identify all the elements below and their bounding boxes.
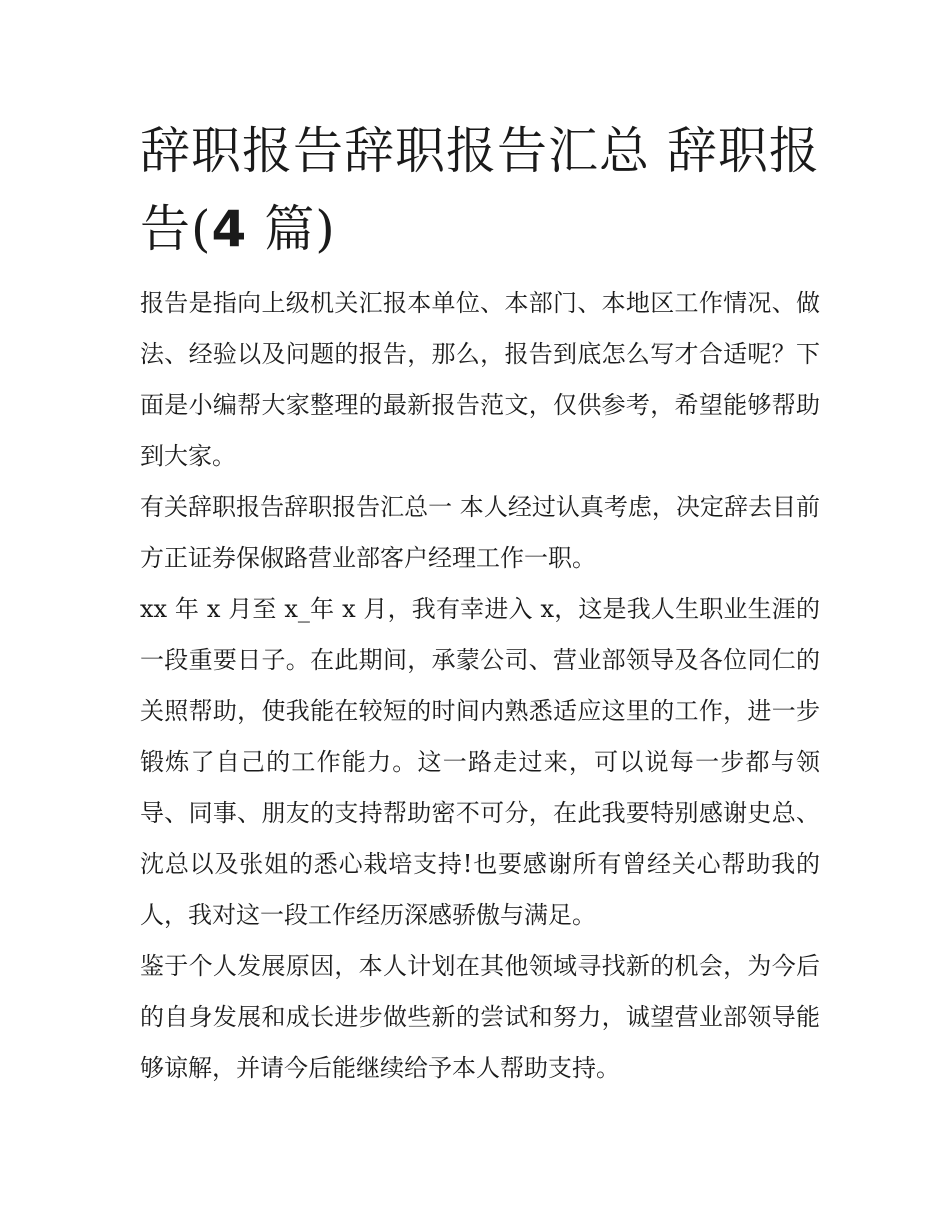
- paragraph-reason: 鉴于个人发展原因，本人计划在其他领域寻找新的机会，为今后的自身发展和成长进步做些新的尝试和努力，诚望营业部领导能够谅解，并请今后能继续给予本人帮助支持。: [140, 952, 820, 1082]
- document-body: [140, 278, 820, 1094]
- title-text-part1: 辞职报告辞职报告汇总 辞职报告(: [140, 122, 820, 258]
- title-number: 4: [211, 200, 248, 258]
- document-title: [140, 112, 820, 268]
- paragraph-resignation-statement: 有关辞职报告辞职报告汇总一 本人经过认真考虑，决定辞去目前方正证券保俶路营业部客户经理工作一职。: [140, 493, 820, 572]
- title-text-part2: 篇): [247, 200, 336, 258]
- paragraph-intro: 报告是指向上级机关汇报本单位、本部门、本地区工作情况、做法、经验以及问题的报告，那么，报告到底怎么写才合适呢？下面是小编帮大家整理的最新报告范文，仅供参考，希望能够帮助到大家。: [140, 289, 820, 470]
- paragraph-gratitude: xx 年 x 月至 x_年 x 月，我有幸进入 x，这是我人生职业生涯的一段重要日子。在此期间，承蒙公司、营业部领导及各位同仁的关照帮助，使我能在较短的时间内熟悉适应这里的工作，进一步锻炼了自己的工作能力。这一路走过来，可以说每一步都与领导、同事、朋友的支持帮助密不可分，在此我要特别感谢史总、沈总以及张姐的悉心栽培支持!也要感谢所有曾经关心帮助我的人，我对这一段工作经历深感骄傲与满足。: [140, 595, 820, 929]
